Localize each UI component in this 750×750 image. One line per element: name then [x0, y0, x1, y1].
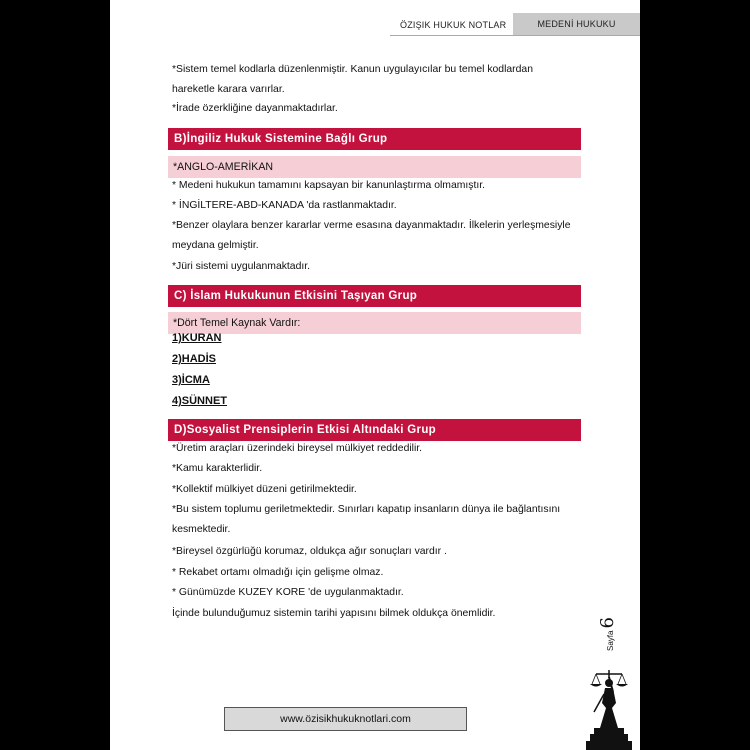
section-c-highlight: *Dört Temel Kaynak Vardır: — [168, 312, 581, 334]
section-b-line: meydana gelmiştir. — [172, 240, 259, 251]
source-item: 2)HADİS — [172, 353, 217, 365]
section-d-line: *Bu sistem toplumu geriletmektedir. Sınırları kapatıp insanların dünya ile bağlantısını — [172, 504, 561, 515]
section-b-line: *Jüri sistemi uygulanmaktadır. — [172, 261, 311, 272]
source-item: 1)KURAN — [172, 332, 222, 344]
section-d-line: *Kamu karakterlidir. — [172, 463, 263, 474]
header-title: ÖZIŞIK HUKUK NOTLAR — [400, 20, 507, 30]
intro-line: hareketle karara varırlar. — [172, 84, 285, 95]
document-page — [110, 0, 640, 750]
section-d-heading: D)Sosyalist Prensiplerin Etkisi Altındaki Grup — [168, 419, 581, 441]
page-number — [597, 599, 623, 651]
page-number-value: 6 — [597, 617, 618, 629]
section-b-line: * İNGİLTERE-ABD-KANADA 'da rastlanmaktadır. — [172, 200, 397, 211]
section-d-line: * Rekabet ortamı olmadığı için gelişme olmaz. — [172, 567, 384, 578]
header-rule — [390, 35, 640, 36]
source-item: 3)İCMA — [172, 374, 210, 386]
section-d-line: *Kollektif mülkiyet düzeni getirilmektedir. — [172, 484, 357, 495]
section-b-highlight: *ANGLO-AMERİKAN — [168, 156, 581, 178]
section-d-line: * Günümüzde KUZEY KORE 'de uygulanmaktadır. — [172, 587, 404, 598]
section-b-line: * Medeni hukukun tamamını kapsayan bir kanunlaştırma olmamıştır. — [172, 180, 486, 191]
intro-line: *İrade özerkliğine dayanmaktadırlar. — [172, 103, 338, 114]
section-c-heading: C) İslam Hukukunun Etkisini Taşıyan Grup — [168, 285, 581, 307]
lady-justice-icon — [578, 668, 640, 750]
section-b-line: *Benzer olaylara benzer kararlar verme esasına dayanmaktadır. İlkelerin yerleşmesiyle — [172, 220, 571, 231]
website-url: www.özisikhukuknotlari.com — [280, 713, 411, 725]
section-d-line: İçinde bulunduğumuz sistemin tarihi yapısını bilmek oldukça önemlidir. — [172, 608, 496, 619]
source-item: 4)SÜNNET — [172, 395, 228, 407]
section-d-line: kesmektedir. — [172, 524, 231, 535]
section-b-heading: B)İngiliz Hukuk Sistemine Bağlı Grup — [168, 128, 581, 150]
section-d-line: *Bireysel özgürlüğü korumaz, oldukça ağır sonuçları vardır . — [172, 546, 447, 557]
header-section-badge: MEDENİ HUKUKU — [513, 13, 640, 35]
section-d-line: *Üretim araçları üzerindeki bireysel mülkiyet reddedilir. — [172, 443, 423, 454]
page-label: Sayfa — [606, 630, 615, 651]
website-footer — [224, 707, 467, 731]
intro-line: *Sistem temel kodlarla düzenlenmiştir. Kanun uygulayıcılar bu temel kodlardan — [172, 64, 533, 75]
